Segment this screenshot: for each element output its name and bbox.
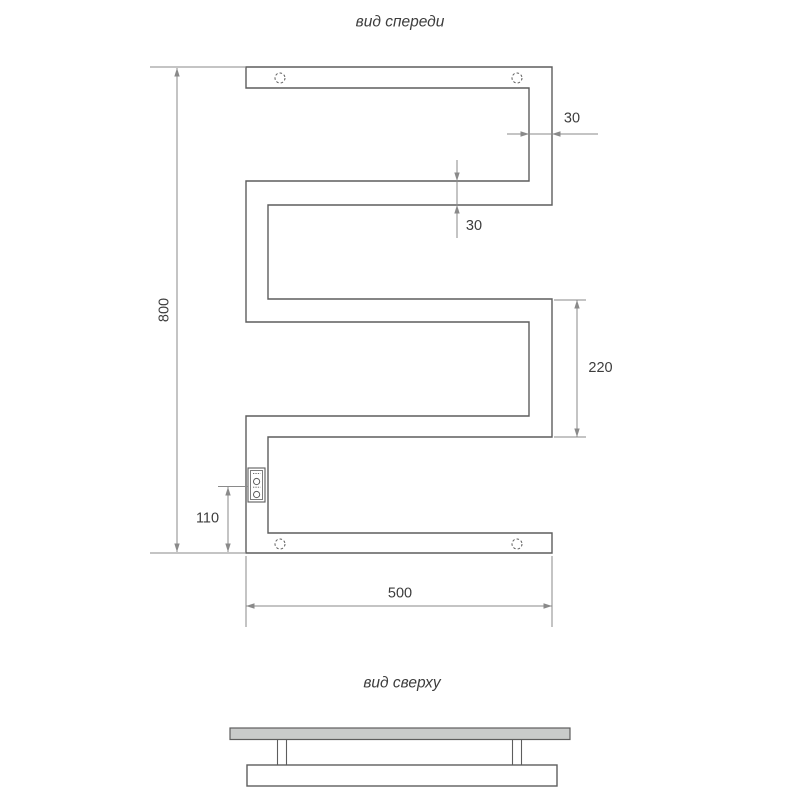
arrowhead-icon — [454, 205, 459, 214]
top-view-title: вид сверху — [363, 674, 441, 692]
rail-profile — [247, 765, 557, 786]
towel-rail-outline — [246, 67, 552, 553]
dimension-right-loop — [554, 300, 613, 437]
front-view — [150, 14, 613, 628]
dimension-label-right-loop: 220 — [588, 360, 613, 376]
wall-bracket-bar — [230, 728, 570, 740]
arrowhead-icon — [225, 487, 230, 496]
dimension-overall-width — [246, 556, 552, 627]
dimension-label-tube-width-middle: 30 — [465, 218, 483, 234]
front-view-title: вид спереди — [355, 13, 445, 31]
dimension-overall-height — [150, 67, 246, 553]
arrowhead-icon — [174, 68, 179, 77]
dimension-label-width: 500 — [387, 585, 413, 602]
arrowhead-icon — [552, 131, 561, 136]
arrowhead-icon — [574, 429, 579, 438]
arrowhead-icon — [246, 603, 255, 608]
dimension-label-height: 800 — [156, 297, 173, 323]
arrowhead-icon — [454, 173, 459, 182]
arrowhead-icon — [225, 544, 230, 553]
arrowhead-icon — [174, 544, 179, 553]
dimension-label-tube-width-top: 30 — [563, 110, 581, 127]
dimension-switch-offset — [196, 487, 248, 553]
arrowhead-icon — [574, 300, 579, 309]
arrowhead-icon — [521, 131, 530, 136]
dimension-label-switch-offset: 110 — [195, 510, 220, 527]
top-view — [230, 675, 570, 787]
arrowhead-icon — [544, 603, 553, 608]
